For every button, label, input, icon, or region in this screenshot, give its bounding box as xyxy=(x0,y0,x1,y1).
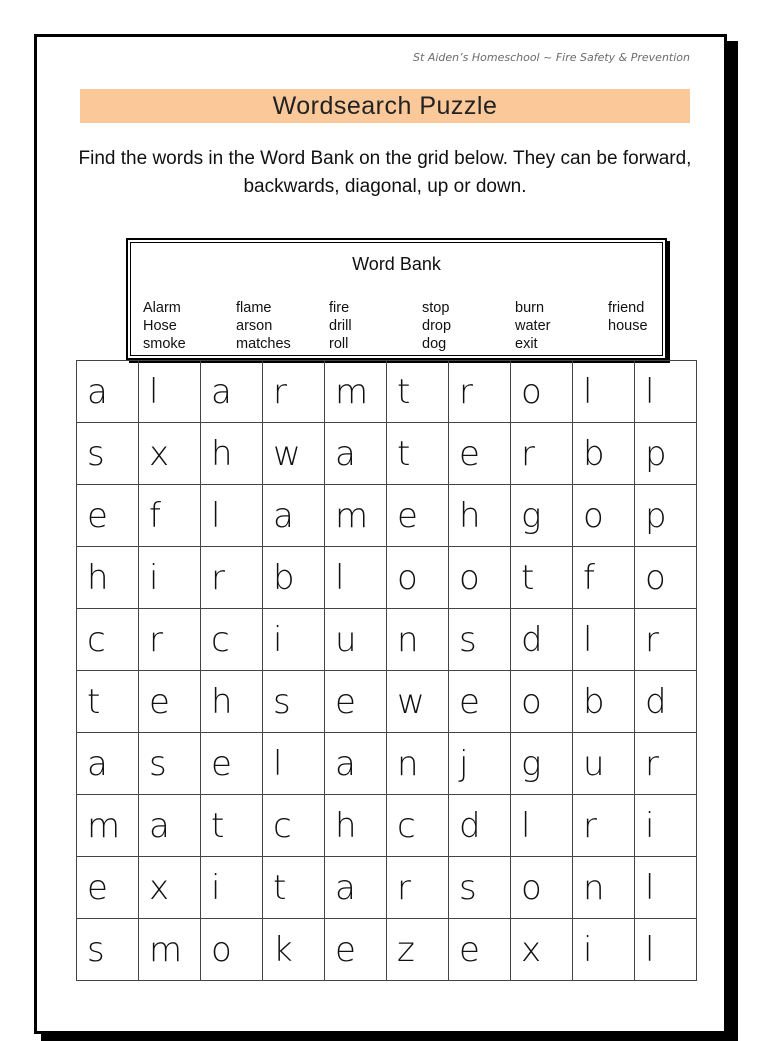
grid-cell[interactable] xyxy=(139,485,201,547)
grid-letter: l xyxy=(149,371,159,412)
grid-letter: i xyxy=(149,557,159,598)
grid-cell[interactable] xyxy=(511,857,573,919)
word-bank-word xyxy=(608,335,701,353)
grid-letter: n xyxy=(397,743,419,784)
grid-cell[interactable] xyxy=(201,795,263,857)
grid-letter: a xyxy=(273,495,294,536)
grid-letter: e xyxy=(211,743,232,784)
grid-letter: r xyxy=(397,867,411,908)
grid-letter: o xyxy=(521,681,542,722)
grid-letter: e xyxy=(335,929,356,970)
grid-cell[interactable] xyxy=(635,671,697,733)
grid-cell[interactable] xyxy=(573,671,635,733)
grid-cell[interactable] xyxy=(139,919,201,981)
grid-cell[interactable] xyxy=(263,609,325,671)
grid-letter: b xyxy=(583,681,605,722)
page-title: Wordsearch Puzzle xyxy=(272,91,498,120)
grid-cell[interactable] xyxy=(139,547,201,609)
grid-letter: t xyxy=(87,681,101,722)
grid-row xyxy=(77,795,697,857)
grid-letter: s xyxy=(87,433,105,474)
grid-letter: e xyxy=(459,929,480,970)
grid-row xyxy=(77,361,697,423)
word-bank-border xyxy=(130,242,663,356)
grid-letter: b xyxy=(273,557,295,598)
grid-letter: c xyxy=(87,619,106,660)
grid-letter: o xyxy=(583,495,604,536)
word-bank-word: arson xyxy=(236,318,273,334)
grid-cell[interactable] xyxy=(511,547,573,609)
grid-cell[interactable] xyxy=(635,423,697,485)
grid-letter: c xyxy=(211,619,230,660)
grid-cell[interactable] xyxy=(635,547,697,609)
grid-cell[interactable] xyxy=(77,485,139,547)
grid-letter: e xyxy=(87,495,108,536)
grid-row xyxy=(77,547,697,609)
grid-letter: a xyxy=(87,743,108,784)
grid-letter: s xyxy=(87,929,105,970)
grid-cell[interactable] xyxy=(139,361,201,423)
grid-letter: l xyxy=(521,805,531,846)
word-bank-word: dog xyxy=(422,336,447,352)
grid-cell[interactable] xyxy=(77,547,139,609)
word-bank-word: Hose xyxy=(143,318,177,334)
grid-letter: l xyxy=(211,495,221,536)
grid-cell[interactable] xyxy=(387,423,449,485)
grid-letter: o xyxy=(397,557,418,598)
grid-letter: a xyxy=(335,433,356,474)
grid-row xyxy=(77,671,697,733)
grid-cell[interactable] xyxy=(325,919,387,981)
grid-cell[interactable] xyxy=(573,547,635,609)
grid-letter: x xyxy=(149,433,170,474)
grid-cell[interactable] xyxy=(325,609,387,671)
word-bank-word: drill xyxy=(329,318,352,334)
grid-cell[interactable] xyxy=(635,609,697,671)
grid-cell[interactable] xyxy=(511,795,573,857)
grid-letter: r xyxy=(583,805,597,846)
grid-cell[interactable] xyxy=(201,857,263,919)
grid-letter: x xyxy=(521,929,542,970)
grid-letter: d xyxy=(459,805,481,846)
grid-letter: e xyxy=(459,681,480,722)
grid-letter: e xyxy=(459,433,480,474)
grid-cell[interactable] xyxy=(511,919,573,981)
grid-letter: m xyxy=(87,805,121,846)
grid-letter: r xyxy=(273,371,287,412)
grid-cell[interactable] xyxy=(573,795,635,857)
grid-cell[interactable] xyxy=(387,919,449,981)
grid-letter: i xyxy=(645,805,655,846)
word-bank-word: fire xyxy=(329,300,350,316)
grid-cell[interactable] xyxy=(635,795,697,857)
grid-cell[interactable] xyxy=(511,671,573,733)
grid-row xyxy=(77,857,697,919)
grid-letter: a xyxy=(335,743,356,784)
grid-letter: l xyxy=(645,867,655,908)
word-bank-word: drop xyxy=(422,318,452,334)
instructions: Find the words in the Word Bank on the grid below. They can be forward, backwards, diagonal, up or down. xyxy=(78,148,692,197)
grid-cell[interactable] xyxy=(201,609,263,671)
grid-cell[interactable] xyxy=(387,547,449,609)
grid-letter: c xyxy=(273,805,292,846)
header-note: St Aiden’s Homeschool ~ Fire Safety & Prevention xyxy=(413,51,690,64)
grid-letter: s xyxy=(459,867,477,908)
grid-letter: l xyxy=(583,371,593,412)
grid-letter: e xyxy=(397,495,418,536)
grid-cell[interactable] xyxy=(263,919,325,981)
grid-cell[interactable] xyxy=(387,857,449,919)
grid-cell[interactable] xyxy=(77,361,139,423)
grid-letter: r xyxy=(521,433,535,474)
title-bar xyxy=(80,89,690,123)
grid-cell[interactable] xyxy=(635,733,697,795)
grid-cell[interactable] xyxy=(77,423,139,485)
grid-letter: l xyxy=(273,743,283,784)
grid-cell[interactable] xyxy=(201,733,263,795)
grid-letter: h xyxy=(211,681,233,722)
grid-cell[interactable] xyxy=(77,609,139,671)
grid-cell[interactable] xyxy=(449,547,511,609)
grid-letter: p xyxy=(645,433,667,474)
grid-letter: n xyxy=(583,867,605,908)
word-bank-word: stop xyxy=(422,300,450,316)
grid-cell[interactable] xyxy=(573,361,635,423)
grid-cell[interactable] xyxy=(77,671,139,733)
grid-letter: a xyxy=(211,371,232,412)
grid-row xyxy=(77,733,697,795)
grid-row xyxy=(77,609,697,671)
grid-cell[interactable] xyxy=(263,485,325,547)
grid-letter: r xyxy=(645,743,659,784)
grid-letter: o xyxy=(521,371,542,412)
grid-row xyxy=(77,485,697,547)
grid-cell[interactable] xyxy=(201,361,263,423)
grid-cell[interactable] xyxy=(387,795,449,857)
word-bank-title: Word Bank xyxy=(352,254,441,274)
grid-letter: i xyxy=(273,619,283,660)
grid-cell[interactable] xyxy=(635,485,697,547)
word-bank-word: roll xyxy=(329,336,349,352)
grid-letter: d xyxy=(645,681,667,722)
worksheet-page xyxy=(34,34,727,1034)
grid-letter: u xyxy=(583,743,605,784)
grid-cell[interactable] xyxy=(449,485,511,547)
grid-cell[interactable] xyxy=(77,733,139,795)
grid-cell[interactable] xyxy=(325,795,387,857)
grid-cell[interactable] xyxy=(635,361,697,423)
grid-letter: t xyxy=(397,433,411,474)
word-bank-word: flame xyxy=(236,300,272,316)
grid-cell[interactable] xyxy=(387,485,449,547)
grid-letter: h xyxy=(459,495,481,536)
grid-letter: h xyxy=(211,433,233,474)
grid-letter: t xyxy=(521,557,535,598)
word-bank-word: exit xyxy=(515,336,538,352)
grid-cell[interactable] xyxy=(511,485,573,547)
grid-letter: t xyxy=(211,805,225,846)
grid-letter: f xyxy=(149,495,161,536)
word-bank-word: smoke xyxy=(143,336,186,352)
grid-cell[interactable] xyxy=(201,671,263,733)
grid-cell[interactable] xyxy=(573,919,635,981)
grid-cell[interactable] xyxy=(201,547,263,609)
grid-letter: p xyxy=(645,495,667,536)
grid-cell[interactable] xyxy=(511,423,573,485)
grid-letter: a xyxy=(335,867,356,908)
grid-letter: m xyxy=(149,929,183,970)
grid-letter: j xyxy=(459,743,469,784)
word-bank-word: house xyxy=(608,318,648,334)
grid-cell[interactable] xyxy=(263,671,325,733)
grid-cell[interactable] xyxy=(325,423,387,485)
grid-row xyxy=(77,919,697,981)
grid-letter: f xyxy=(583,557,595,598)
grid-row xyxy=(77,423,697,485)
grid-cell[interactable] xyxy=(511,733,573,795)
word-bank-word: friend xyxy=(608,300,645,316)
grid-cell[interactable] xyxy=(139,795,201,857)
grid-letter: w xyxy=(273,433,301,474)
word-bank-word: water xyxy=(515,318,551,334)
word-bank-list xyxy=(143,299,663,353)
grid-letter: r xyxy=(459,371,473,412)
grid-cell[interactable] xyxy=(449,609,511,671)
grid-letter: g xyxy=(521,743,542,784)
grid-letter: z xyxy=(397,929,415,970)
grid-letter: t xyxy=(397,371,411,412)
grid-cell[interactable] xyxy=(449,919,511,981)
grid-cell[interactable] xyxy=(139,733,201,795)
grid-letter: a xyxy=(149,805,170,846)
grid-letter: m xyxy=(335,371,369,412)
grid-letter: u xyxy=(335,619,357,660)
grid-letter: c xyxy=(397,805,416,846)
grid-cell[interactable] xyxy=(635,857,697,919)
grid-letter: w xyxy=(397,681,425,722)
grid-letter: o xyxy=(211,929,232,970)
grid-cell[interactable] xyxy=(201,423,263,485)
grid-cell[interactable] xyxy=(449,423,511,485)
grid-letter: k xyxy=(273,929,293,970)
grid-cell[interactable] xyxy=(325,547,387,609)
grid-letter: l xyxy=(645,371,655,412)
grid-cell[interactable] xyxy=(77,795,139,857)
grid-letter: t xyxy=(273,867,287,908)
grid-cell[interactable] xyxy=(139,423,201,485)
grid-cell[interactable] xyxy=(449,733,511,795)
grid-cell[interactable] xyxy=(325,671,387,733)
grid-cell[interactable] xyxy=(449,361,511,423)
grid-cell[interactable] xyxy=(201,485,263,547)
grid-letter: m xyxy=(335,495,369,536)
grid-cell[interactable] xyxy=(635,919,697,981)
grid-letter: s xyxy=(149,743,167,784)
grid-cell[interactable] xyxy=(387,361,449,423)
grid-cell[interactable] xyxy=(325,361,387,423)
grid-cell[interactable] xyxy=(325,485,387,547)
grid-cell[interactable] xyxy=(573,609,635,671)
grid-letter: e xyxy=(149,681,170,722)
grid-cell[interactable] xyxy=(263,733,325,795)
grid-letter: l xyxy=(645,929,655,970)
grid-cell[interactable] xyxy=(263,857,325,919)
grid-cell[interactable] xyxy=(77,919,139,981)
grid-cell[interactable] xyxy=(77,857,139,919)
grid-cell[interactable] xyxy=(139,671,201,733)
word-bank xyxy=(126,238,667,360)
word-bank-word: burn xyxy=(515,300,545,316)
grid-cell[interactable] xyxy=(263,547,325,609)
grid-cell[interactable] xyxy=(449,671,511,733)
grid-cell[interactable] xyxy=(511,361,573,423)
grid-letter: n xyxy=(397,619,419,660)
grid-cell[interactable] xyxy=(387,733,449,795)
grid-cell[interactable] xyxy=(263,361,325,423)
grid-cell[interactable] xyxy=(387,609,449,671)
grid-letter: o xyxy=(521,867,542,908)
grid-cell[interactable] xyxy=(263,795,325,857)
grid-letter: r xyxy=(645,619,659,660)
grid-cell[interactable] xyxy=(573,857,635,919)
grid-cell[interactable] xyxy=(201,919,263,981)
grid-cell[interactable] xyxy=(139,857,201,919)
grid-letter: o xyxy=(459,557,480,598)
grid-letter: e xyxy=(335,681,356,722)
grid-letter: i xyxy=(583,929,593,970)
grid-letter: a xyxy=(87,371,108,412)
word-bank-word: Alarm xyxy=(143,300,181,316)
grid-letter: o xyxy=(645,557,666,598)
grid-letter: x xyxy=(149,867,170,908)
grid-letter: b xyxy=(583,433,605,474)
grid-cell[interactable] xyxy=(573,733,635,795)
grid-letter: g xyxy=(521,495,542,536)
grid-cell[interactable] xyxy=(573,423,635,485)
grid-cell[interactable] xyxy=(325,857,387,919)
grid-letter: r xyxy=(149,619,163,660)
grid-cell[interactable] xyxy=(449,795,511,857)
grid-cell[interactable] xyxy=(139,609,201,671)
wordsearch-grid xyxy=(76,360,697,981)
grid-cell[interactable] xyxy=(263,423,325,485)
grid-letter: s xyxy=(273,681,291,722)
grid-letter: h xyxy=(87,557,109,598)
grid-cell[interactable] xyxy=(449,857,511,919)
grid-letter: s xyxy=(459,619,477,660)
grid-letter: l xyxy=(583,619,593,660)
grid-letter: r xyxy=(211,557,225,598)
grid-letter: l xyxy=(335,557,345,598)
grid-letter: e xyxy=(87,867,108,908)
grid-cell[interactable] xyxy=(325,733,387,795)
grid-cell[interactable] xyxy=(387,671,449,733)
grid-cell[interactable] xyxy=(511,609,573,671)
grid-cell[interactable] xyxy=(573,485,635,547)
grid-letter: d xyxy=(521,619,543,660)
grid-letter: i xyxy=(211,867,221,908)
word-bank-word: matches xyxy=(236,336,291,352)
grid-letter: h xyxy=(335,805,357,846)
